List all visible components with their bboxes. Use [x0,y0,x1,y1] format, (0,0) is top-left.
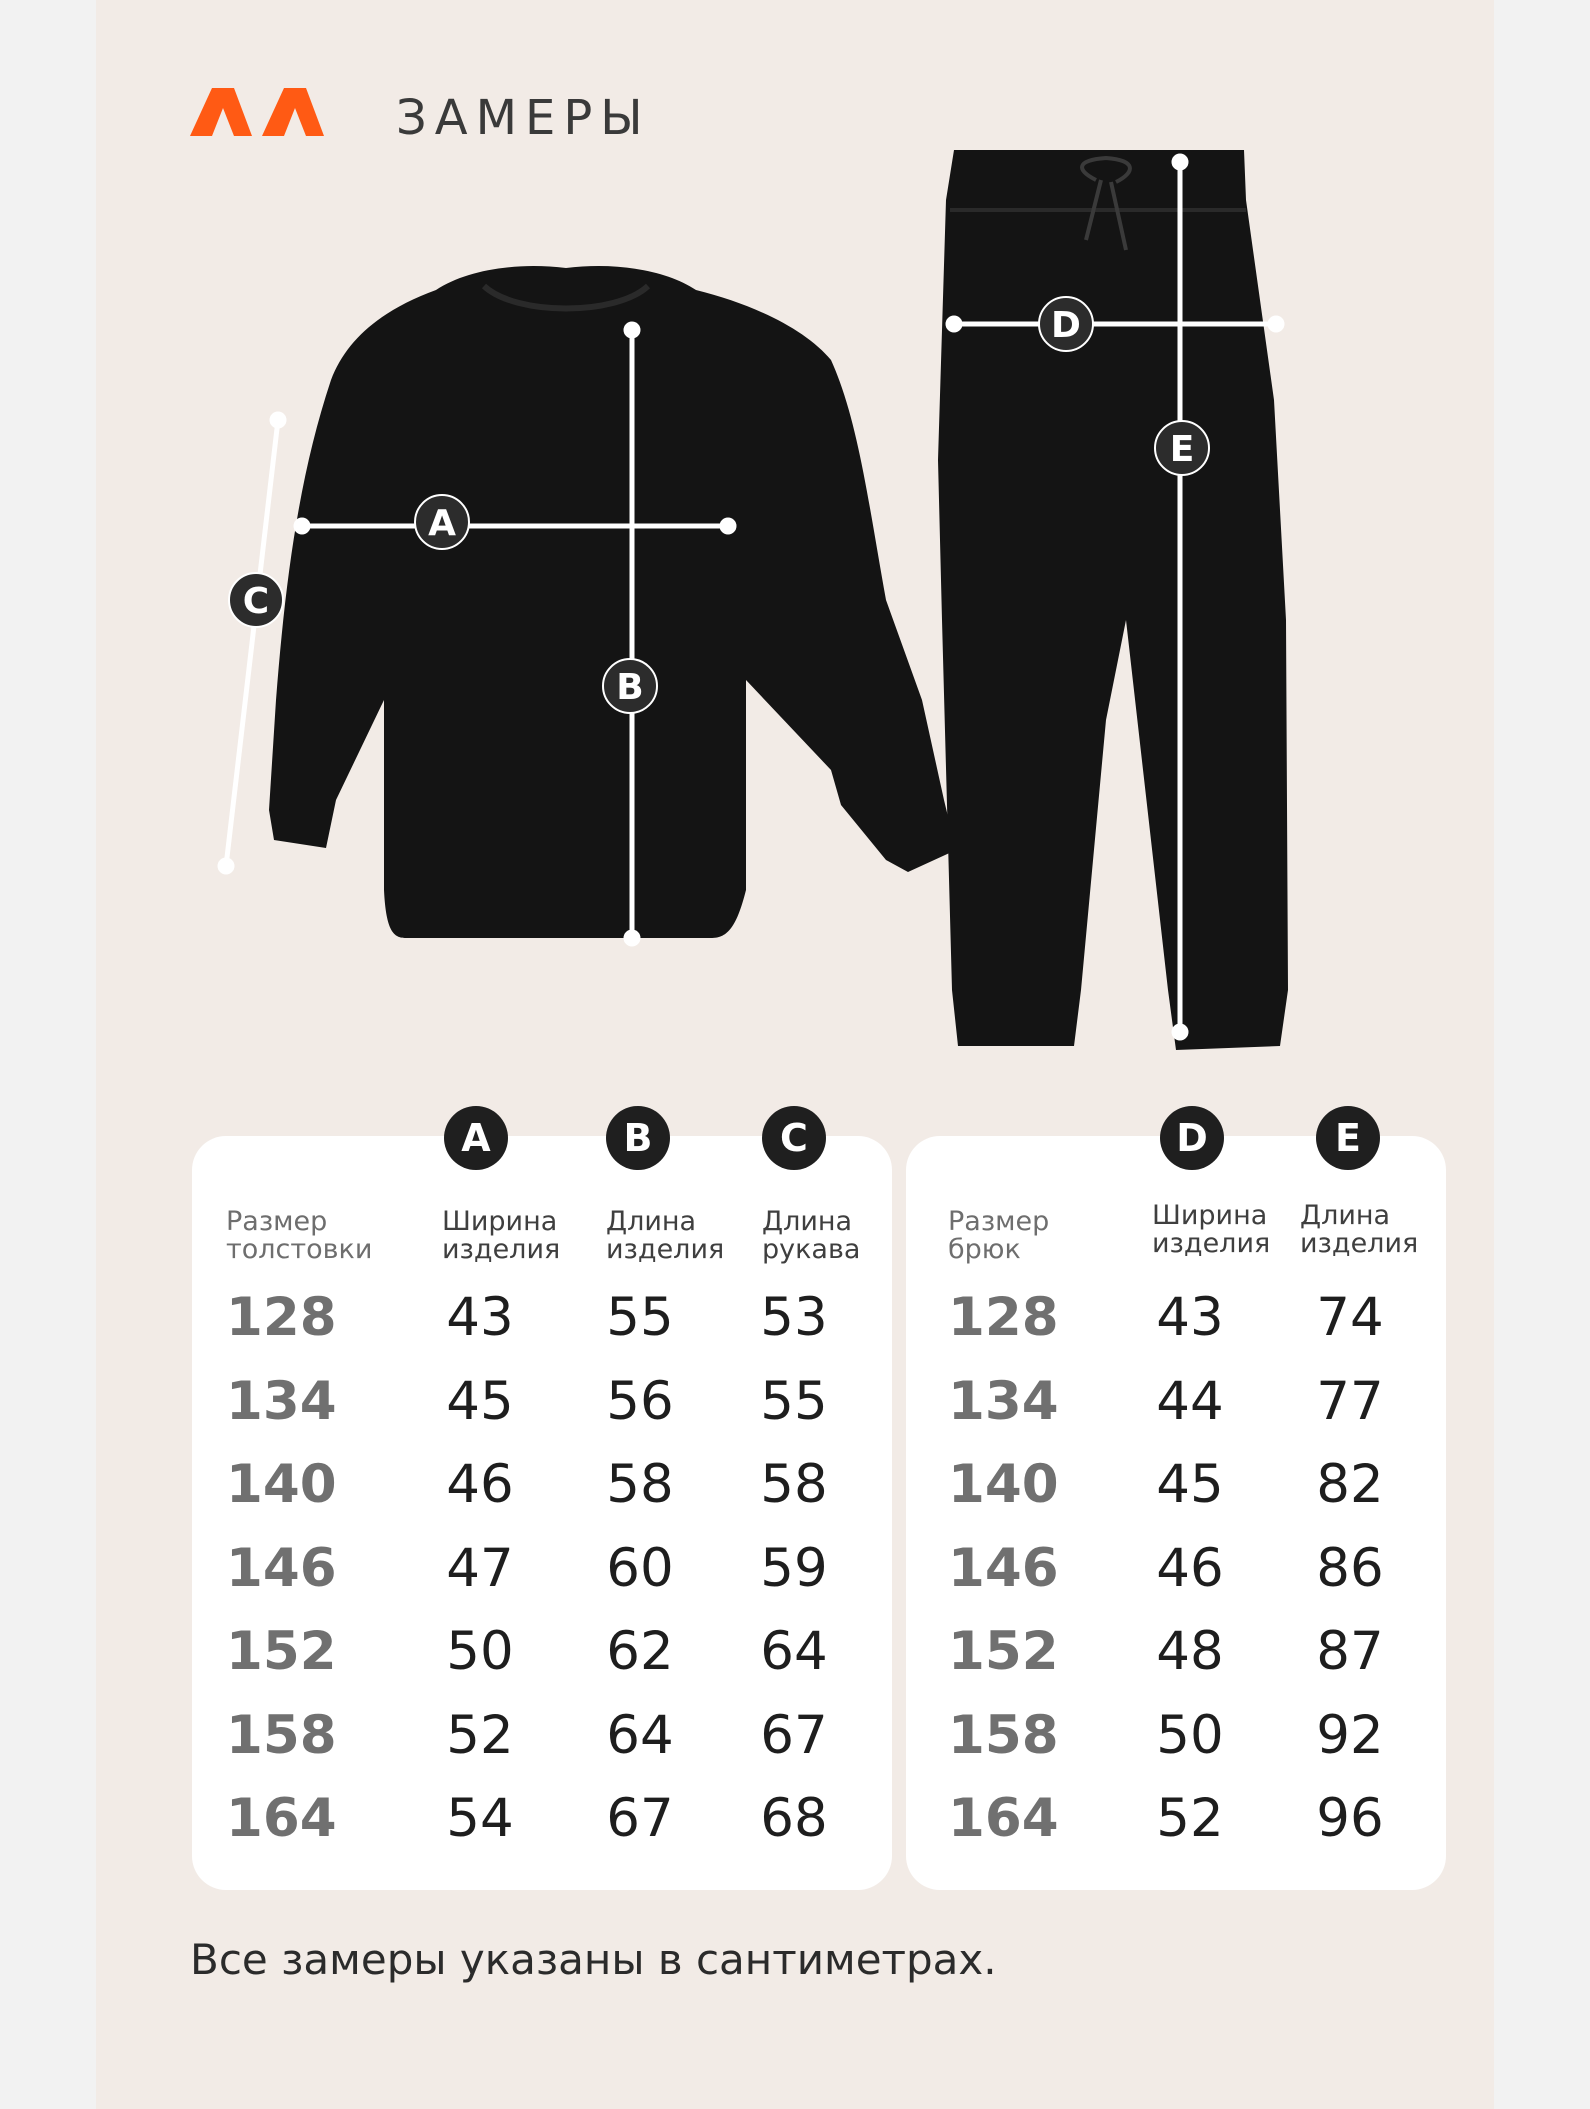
svg-text:D: D [1051,305,1081,346]
size-cell: 128 [226,1287,337,1348]
size-cell: 164 [948,1788,1059,1849]
measure-cell: 60 [606,1537,674,1599]
svg-text:B: B [616,667,644,708]
header-top-length: Длина изделия [606,1206,725,1265]
size-cell: 152 [226,1621,337,1682]
badge-e-figure [1155,421,1209,475]
measure-cell: 45 [1156,1454,1224,1515]
column-badge-a: A [444,1106,508,1170]
measure-cell: 64 [606,1704,674,1766]
measure-cell: 55 [606,1287,674,1348]
sweatshirt-image [269,266,956,938]
measure-cell: 46 [1156,1537,1224,1599]
measure-cell: 68 [760,1788,828,1849]
size-cell: 158 [226,1704,337,1766]
size-cell: 128 [948,1287,1059,1348]
badge-b-figure [603,659,657,713]
column-badge-d: D [1160,1106,1224,1170]
measure-cell: 53 [760,1287,828,1348]
column-badge-e: E [1316,1106,1380,1170]
measure-cell: 64 [760,1621,828,1682]
header-pants-width: Ширина изделия [1152,1200,1271,1259]
header-top-width: Ширина изделия [442,1206,561,1265]
size-cell: 140 [948,1454,1059,1515]
column-badge-b: B [606,1106,670,1170]
units-footnote: Все замеры указаны в сантиметрах. [190,1935,997,1984]
size-cell: 140 [226,1454,337,1515]
column-badge-c: C [762,1106,826,1170]
measure-cell: 43 [1156,1287,1224,1348]
measure-cell: 43 [446,1287,514,1348]
measure-cell: 86 [1316,1537,1384,1599]
measure-cell: 50 [1156,1704,1224,1766]
measure-cell: 62 [606,1621,674,1682]
header-top-sleeve: Длина рукава [762,1206,861,1265]
size-cell: 146 [226,1537,337,1599]
measure-cell: 46 [446,1454,514,1515]
size-cell: 146 [948,1537,1059,1599]
badge-d-figure [1039,297,1093,351]
measure-cell: 54 [446,1788,514,1849]
size-cell: 134 [948,1370,1059,1432]
measure-cell: 44 [1156,1370,1224,1432]
header-top-size: Размер толстовки [226,1206,373,1265]
size-cell: 134 [226,1370,337,1432]
svg-text:E: E [1169,429,1195,470]
svg-text:C: C [242,581,270,622]
measure-cell: 92 [1316,1704,1384,1766]
page-title: ЗАМЕРЫ [396,90,651,146]
pants-image [938,150,1288,1050]
header-pants-length: Длина изделия [1300,1200,1419,1259]
size-chart-page [96,0,1494,2109]
measure-cell: 87 [1316,1621,1384,1682]
garments-illustration [96,0,1494,1080]
measure-cell: 77 [1316,1370,1384,1432]
measure-cell: 67 [606,1788,674,1849]
size-cell: 164 [226,1788,337,1849]
size-cell: 152 [948,1621,1059,1682]
pants-body [938,150,1288,1050]
measure-cell: 67 [760,1704,828,1766]
measure-cell: 55 [760,1370,828,1432]
measure-cell: 58 [760,1454,828,1515]
sweatshirt-body [269,266,956,938]
measure-cell: 58 [606,1454,674,1515]
measure-cell: 52 [446,1704,514,1766]
badge-c-figure [229,573,283,627]
measure-cell: 82 [1316,1454,1384,1515]
measure-cell: 74 [1316,1287,1384,1348]
measure-cell: 59 [760,1537,828,1599]
measure-cell: 48 [1156,1621,1224,1682]
size-cell: 158 [948,1704,1059,1766]
measure-cell: 45 [446,1370,514,1432]
svg-text:A: A [428,503,456,544]
measure-cell: 52 [1156,1788,1224,1849]
measure-cell: 47 [446,1537,514,1599]
measure-cell: 96 [1316,1788,1384,1849]
measure-cell: 56 [606,1370,674,1432]
badge-a-figure [415,495,469,549]
header-pants-size: Размер брюк [948,1206,1050,1265]
measure-cell: 50 [446,1621,514,1682]
